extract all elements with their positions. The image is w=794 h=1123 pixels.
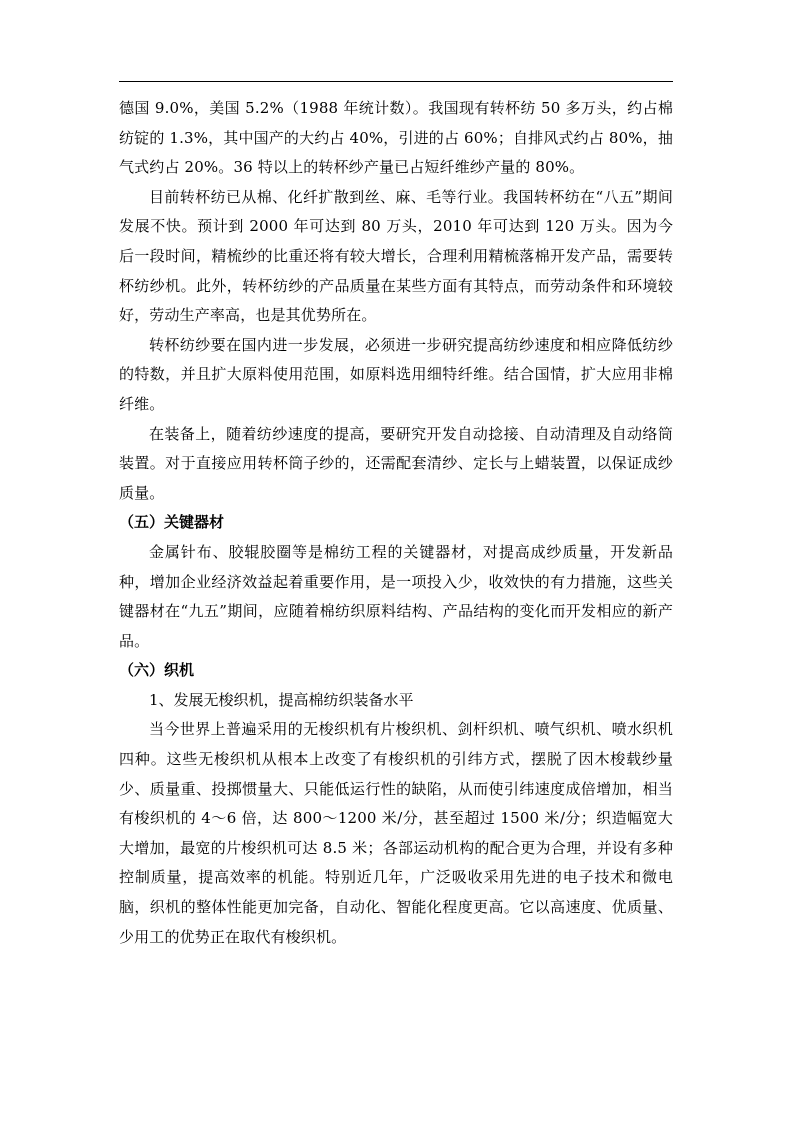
header-rule — [119, 81, 673, 82]
section-heading-key-equipment: （五）关键器材 — [119, 513, 225, 532]
paragraph-rotor-spinning-stats: 德国 9.0%，美国 5.2%（1988 年统计数）。我国现有转杯纺 50 多万头，约占棉纺锭的 1.3%，其中国产的大约占 40%，引进的占 60%；自排风式约占 80%，抽气式约占 20%。36 特以上的转杯纱产量已占短纤维纱产量的 80%。 — [119, 99, 673, 177]
paragraph-key-equipment: 金属针布、胶辊胶圈等是棉纺工程的关键器材，对提高成纱质量，开发新品种，增加企业经济效益起着重要作用，是一项投入少，收效快的有力措施，这些关键器材在“九五”期间，应随着棉纺织原料结构、产品结构的变化而开发相应的新产品。 — [119, 542, 673, 650]
paragraph-rotor-spinning-equipment: 在装备上，随着纺纱速度的提高，要研究开发自动捻接、自动清理及自动络筒装置。对于直接应用转杯筒子纱的，还需配套清纱、定长与上蜡装置，以保证成纱质量。 — [119, 424, 673, 502]
document-body — [119, 94, 673, 952]
paragraph-shuttleless-looms: 当今世界上普遍采用的无梭织机有片梭织机、剑杆织机、喷气织机、喷水织机四种。这些无梭织机从根本上改变了有梭织机的引纬方式，摆脱了因木梭载纱量少、质量重、投掷惯量大、只能低运行性的缺陷，从而使引纬速度成倍增加，相当有梭织机的 4～6 倍，达 800～1200 米/分，甚至超过 1500 米/分；织造幅宽大大增加，最宽的片梭织机可达 8.5 米；各部运动机构的配合更为合理，并设有多种控制质量，提高效率的机能。特别近几年，广泛吸收采用先进的电子技术和微电脑，织机的整体性能更加完备，自动化、智能化程度更高。它以高速度、优质量、少用工的优势正在取代有梭织机。 — [119, 720, 673, 946]
subheading-shuttleless-looms: 1、发展无梭织机，提高棉纺织装备水平 — [149, 690, 414, 709]
paragraph-rotor-spinning-development: 转杯纺纱要在国内进一步发展，必须进一步研究提高纺纱速度和相应降低纺纱的特数，并且扩大原料使用范围，如原料选用细特纤维。结合国情，扩大应用非棉纤维。 — [119, 335, 673, 413]
section-heading-looms: （六）织机 — [119, 661, 195, 680]
paragraph-rotor-spinning-outlook: 目前转杯纺已从棉、化纤扩散到丝、麻、毛等行业。我国转杯纺在“八五”期间发展不快。预计到 2000 年可达到 80 万头，2010 年可达到 120 万头。因为今后一段时间，精梳纱的比重还将有较大增长，合理利用精梳落棉开发产品，需要转杯纺纱机。此外，转杯纺纱的产品质量在某些方面有其特点，而劳动条件和环境较好，劳动生产率高，也是其优势所在。 — [119, 187, 673, 325]
